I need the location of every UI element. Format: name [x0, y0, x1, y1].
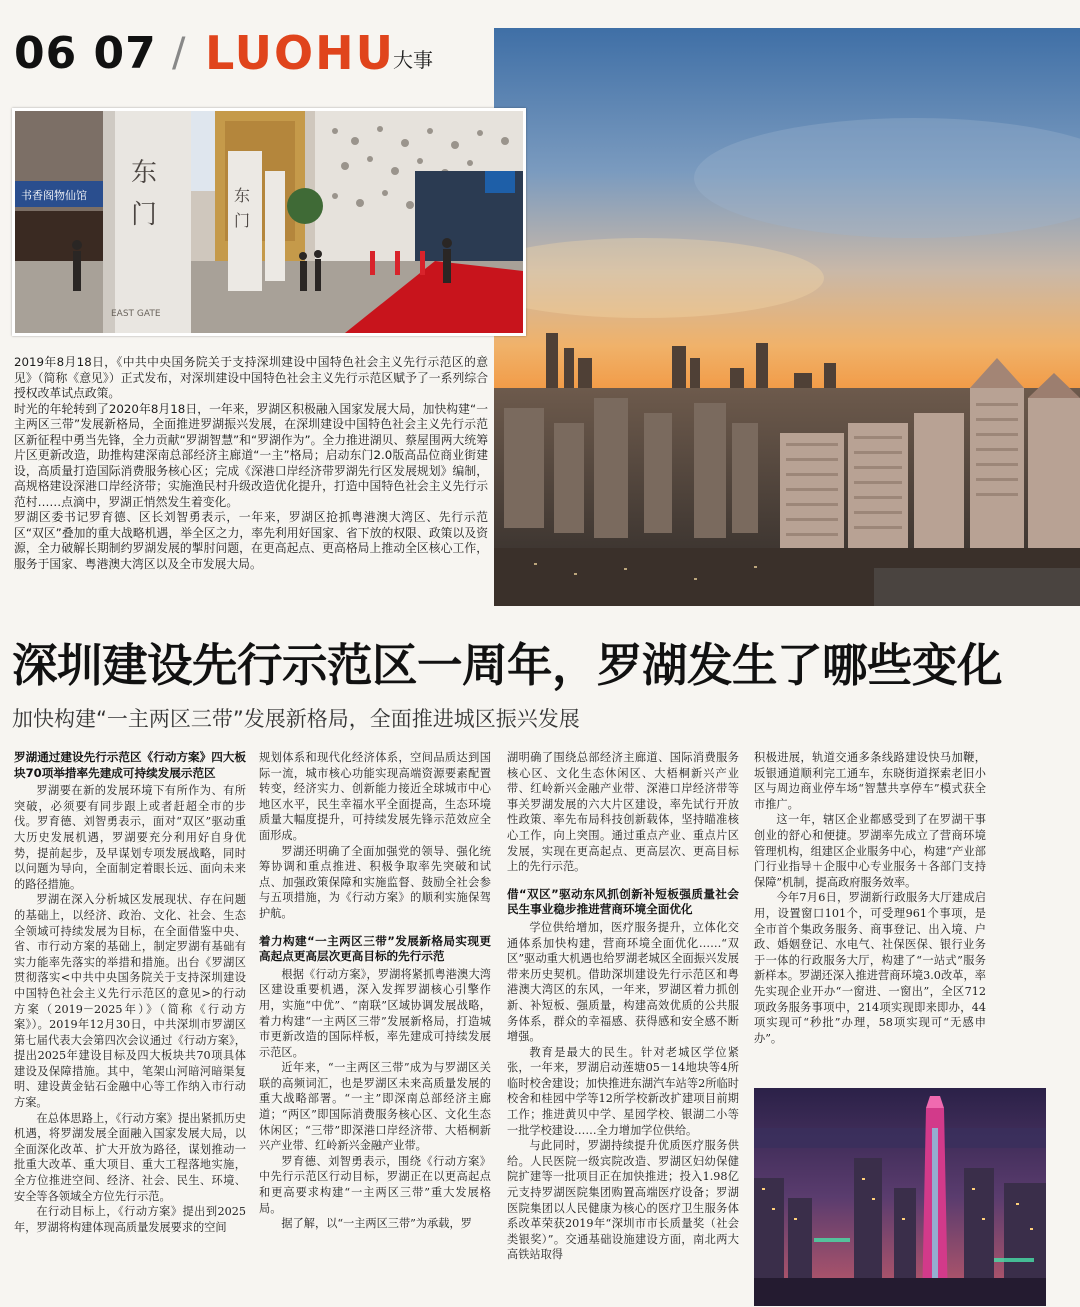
intro-paragraph: 2019年8月18日，《中共中央国务院关于支持深圳建设中国特色社会主义先行示范区的意见》（简称《意见》）正式发布，对深圳建设中国特色社会主义先行示范区赋予了一系列综合授权改革试点政策。: [14, 355, 488, 400]
east-gate-street-photo: [12, 108, 526, 336]
svg-text:门: 门: [131, 200, 158, 230]
intro-paragraph: 时光的年轮转到了2020年8月18日，一年来，罗湖区积极融入国家发展大局，加快构建“一主两区三带”发展新格局，全面推进罗湖振兴发展，在深圳建设中国特色社会主义先行示范区新征程中勇当先锋，全力贡献“罗湖智慧”和“罗湖作为”。全力推进湖贝、蔡屋围两大统筹片区更新改造，助推构建深南总部经济主廊道“一主”格局；启动东门2.0版高品位商业街建设，高质量打造国际消费服务核心区；完成《深港口岸经济带罗湖先行区发展规划》编制，高规格建设深港口岸经济带；实施渔民村升级改造优化提升，打造中国特色社会主义先行示范村……点滴中，罗湖正悄然发生着变化。: [14, 401, 488, 509]
night-skyline-photo: [754, 1088, 1046, 1306]
intro-text: [14, 355, 488, 572]
section-title: LUOHU: [205, 26, 395, 80]
svg-text:东: 东: [131, 158, 158, 188]
east-gate-text: EAST GATE: [111, 309, 161, 319]
body-paragraph: 罗育德、刘智勇表示，围绕《行动方案》中先行示范区行动目标，罗湖正在以更高起点和更高要求构建“一主两区三带”重大发展格局。: [259, 1154, 491, 1215]
masthead-slash: /: [172, 30, 186, 76]
section-heading: 着力构建“一主两区三带”发展新格局实现更高起点更高层次更高目标的先行示范: [259, 933, 491, 964]
body-paragraph: 根据《行动方案》，罗湖将紧抓粤港澳大湾区建设重要机遇，深入发挥罗湖核心引擎作用，实施“中优”、“南联”区域协调发展战略，着力构建“一主两区三带”发展新格局，打造城市更新改造的国际样板，率先建成可持续发展示范区。: [259, 967, 491, 1059]
body-paragraph: 学位供给增加，医疗服务提升，立体化交通体系加快构建，营商环境全面优化……“双区”驱动重大机遇也给罗湖老城区全面振兴发展带来历史契机。借助深圳建设先行示范区和粤港澳大湾区的东风，一年来，罗湖区着力抓创新、补短板、强质量，构建高效优质的公共服务体系，群众的幸福感、获得感和安全感不断增强。: [507, 920, 739, 1044]
article-column-4: [754, 750, 986, 1046]
body-paragraph: 罗湖要在新的发展环境下有所作为、有所突破，必须要有同步跟上或者赶超全市的步伐。罗育德、刘智勇表示，面对“双区”驱动重大历史发展机遇，罗湖要充分利用好自身优势，提前起步，及早谋划专项发展战略，同时以问题为导向，全面制定着眼长远、面向未来的路径措施。: [14, 784, 246, 891]
body-paragraph: 在行动目标上，《行动方案》提出到2025年，罗湖将构建体现高质量发展要求的空间: [14, 1205, 246, 1234]
section-heading: 罗湖通过建设先行示范区《行动方案》四大板块70项举措率先建成可持续发展示范区: [14, 750, 246, 780]
body-paragraph: 今年7月6日，罗湖新行政服务大厅建成启用，设置窗口101个，可受理961个事项，是全市首个集政务服务、商事登记、出入境、户政、婚姻登记、水电气、社保医保、银行业务于一体的行政服务大厅，构建了“一站式”服务新样本。罗湖还深入推进营商环境3.0改革，率先实现企业开办“一窗进、一窗出”，全区712项政务服务事项中，214项实现即来即办，44项实现可“秒批”办理，58项实现可“无感申办”。: [754, 891, 986, 1045]
svg-text:门: 门: [234, 211, 251, 230]
body-paragraph: 规划体系和现代化经济体系，空间品质达到国际一流，城市核心功能实现高端资源要素配置转变，经济实力、创新能力接近全球城市中心地区水平，民生幸福水平全面提高，生态环境质量大幅度提升，可持续发展先锋示范效应全面形成。: [259, 751, 491, 842]
section-heading: 借“双区”驱动东风抓创新补短板强质量社会民生事业稳步推进营商环境全面优化: [507, 886, 739, 917]
svg-text:东: 东: [234, 186, 251, 205]
body-paragraph: 近年来，“一主两区三带”成为与罗湖区关联的高频词汇，也是罗湖区未来高质量发展的重大战略部署。“一主”即深南总部经济主廊道；“两区”即国际消费服务核心区、文化生态休闲区；“三带”即深港口岸经济带、大梧桐新兴产业带、红岭新兴金融产业带。: [259, 1061, 491, 1153]
headline: 深圳建设先行示范区一周年，罗湖发生了哪些变化: [12, 639, 1003, 692]
body-paragraph: 湖明确了围绕总部经济主廊道、国际消费服务核心区、文化生态休闲区、大梧桐新兴产业带、红岭新兴金融产业带、深港口岸经济带等事关罗湖发展的六大片区建设，率先试行开放性政策、率先布局科技创新载体，坚持瞄准核心工作，向上突围。通过重点产业、重点片区发展，实现在更高起点、更高层次、更高目标上的先行示范。: [507, 751, 739, 874]
body-paragraph: 在总体思路上，《行动方案》提出紧抓历史机遇，将罗湖发展全面融入国家发展大局，以全面深化改革、扩大开放为路径，谋划推动一批重大改革、重大项目、重大工程落地实施，全方位推进空间、经济、社会、民生、环境、安全等各领域全方位先行示范。: [14, 1111, 246, 1203]
body-paragraph: 罗湖在深入分析城区发展现状、存在问题的基础上，以经济、政治、文化、社会、生态全领域可持续发展为目标，在全面借鉴中央、省、市行动方案的基础上，制定罗湖有基础有实力能率先落实的举措和措施。出台《罗湖区贯彻落实<中共中央国务院关于支持深圳建设中国特色社会主义先行示范区的意见>的行动方案（2019－2025年）》（简称《行动方案》）。2019年12月30日，中共深圳市罗湖区第七届代表大会第四次会议通过《行动方案》，提出2025年建设目标及四大板块共70项具体建设及保障措施。其中，笔架山河暗河暗渠复明、建设黄金钻石金融中心等工作纳入市行动方案。: [14, 893, 246, 1110]
body-paragraph: 这一年，辖区企业都感受到了在罗湖干事创业的舒心和便捷。罗湖率先成立了营商环境管理机构，组建区企业服务中心，构建“产业部门行业指导＋企服中心专业服务＋各部门支持保障”机制，提高政府服务效率。: [754, 813, 986, 889]
article-column-3: [507, 750, 739, 1263]
body-paragraph: 与此同时，罗湖持续提升优质医疗服务供给。人民医院一级宾院改造、罗湖区妇幼保健院扩建等一批项目正在加快推进；投入1.98亿元支持罗湖医院集团购置高端医疗设备；罗湖医院集团以人民健康为核心的医疗卫生服务体系改革荣获2019年“深圳市市长质量奖（社会类银奖）”。交通基础设施建设方面，南北两大高铁站取得: [507, 1139, 739, 1262]
body-paragraph: 积极进展，轨道交通多条线路建设快马加鞭，坂银通道顺利完工通车，东晓街道探索老旧小区与周边商业停车场“智慧共享停车”模式获全市推广。: [754, 751, 986, 811]
article-column-2: [259, 750, 491, 1232]
body-paragraph: 据了解，以“一主两区三带”为承载，罗: [281, 1217, 472, 1231]
page-numbers: 06 07: [14, 28, 157, 79]
article-column-1: [14, 750, 246, 1235]
intro-paragraph: 罗湖区委书记罗育德、区长刘智勇表示，一年来，罗湖区抢抓粤港澳大湾区、先行示范区“双区”叠加的重大战略机遇，举全区之力，率先利用好国家、省下放的权限、政策以及资源，全力破解长期制约罗湖发展的掣肘问题，在更高起点、更高格局上推动全区核心工作，服务于国家、粤港澳大湾区以及全市发展大局。: [14, 510, 488, 571]
section-subtitle: 大事: [393, 48, 433, 72]
subheadline: 加快构建“一主两区三带”发展新格局，全面推进城区振兴发展: [12, 707, 580, 731]
shop-sign-text: 书香阁物仙馆: [21, 189, 87, 202]
body-paragraph: 教育是最大的民生。针对老城区学位紧张，一年来，罗湖启动莲塘05－14地块等4所临时校舍建设；加快推进东湖汽车站等2所临时校舍和桂园中学等12所学校新改扩建项目前期工作；推进黄贝中学、星园学校、银湖二小等一批学校建设……全力增加学位供给。: [507, 1045, 739, 1137]
body-paragraph: 罗湖还明确了全面加强党的领导、强化统筹协调和重点推进、积极争取率先突破和试点、加强政策保障和实施监督、鼓励全社会参与五项措施，为《行动方案》的顺利实施保驾护航。: [259, 844, 491, 920]
sunset-skyline-photo: [494, 28, 1080, 606]
